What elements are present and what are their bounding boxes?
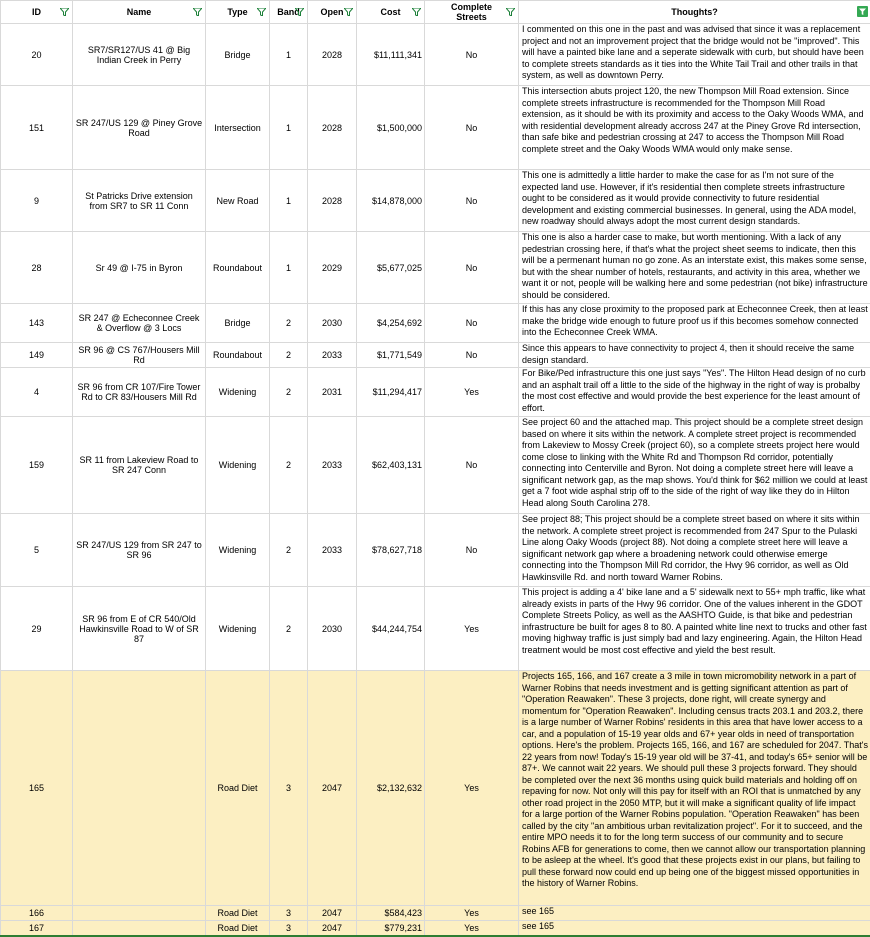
cell-id[interactable]: 159 [1, 417, 73, 514]
cell-name[interactable]: SR 247 @ Echeconnee Creek & Overflow @ 3 Locs [73, 304, 206, 343]
cell-type[interactable]: Roundabout [206, 343, 270, 368]
filter-icon[interactable] [257, 8, 266, 16]
cell-cost[interactable]: $78,627,718 [357, 514, 425, 587]
cell-cost[interactable]: $62,403,131 [357, 417, 425, 514]
cell-open[interactable]: 2029 [308, 232, 357, 304]
cell-thoughts[interactable]: See project 60 and the attached map. This project should be a complete street design based on where it sits within the network. A complete street project is recommended from Lakeview to Mossy Creek (project 60), so a complete streets project here would come close to linking with the White Rd and Thompson Rd corridor, potentially connecting into Centerville and Byron. Not doing a complete street here will leave a significant network gap, as the map shows. You'd think for $62 million we could at least get a 7 foot wide asphal strip off to the side of the right of way like they do in Hilton Head along South Carolina 278. [519, 417, 870, 514]
cell-complete-streets[interactable]: No [425, 232, 519, 304]
cell-band[interactable]: 3 [270, 671, 308, 906]
cell-cost[interactable]: $1,771,549 [357, 343, 425, 368]
cell-complete-streets[interactable]: No [425, 170, 519, 232]
cell-type[interactable]: Bridge [206, 304, 270, 343]
cell-type[interactable]: Road Diet [206, 921, 270, 936]
cell-complete-streets[interactable]: Yes [425, 906, 519, 921]
cell-open[interactable]: 2028 [308, 170, 357, 232]
col-header-cost-label: Cost [381, 7, 401, 17]
cell-band[interactable]: 1 [270, 170, 308, 232]
cell-band[interactable]: 1 [270, 24, 308, 86]
cell-band[interactable]: 3 [270, 921, 308, 936]
cell-cost[interactable]: $1,500,000 [357, 86, 425, 170]
cell-cost[interactable]: $11,294,417 [357, 368, 425, 417]
cell-band[interactable]: 2 [270, 343, 308, 368]
col-header-thoughts[interactable] [519, 1, 870, 24]
cell-band[interactable]: 1 [270, 86, 308, 170]
cell-type[interactable]: New Road [206, 170, 270, 232]
cell-name[interactable]: SR 247/US 129 from SR 247 to SR 96 [73, 514, 206, 587]
table-row[interactable] [1, 906, 870, 921]
table-row[interactable] [1, 921, 870, 936]
cell-open[interactable]: 2031 [308, 368, 357, 417]
col-header-id[interactable] [1, 1, 73, 24]
filter-icon[interactable] [295, 8, 304, 16]
cell-type[interactable]: Widening [206, 417, 270, 514]
cell-cost[interactable]: $4,254,692 [357, 304, 425, 343]
cell-open[interactable]: 2033 [308, 343, 357, 368]
col-header-open-label: Open [320, 7, 343, 17]
col-header-type[interactable] [206, 1, 270, 24]
cell-thoughts[interactable]: This project is adding a 4' bike lane and a 5' sidewalk next to 55+ mph traffic, like what already exists in parts of the Hwy 96 corridor. One of the values inherent in the GDOT Complete Streets Policy, as well as the AASHTO Guide, is that bike and pedestrian infrastructure be built for ages 8 to 80. A painted white line next to trucks and other fast moving highway traffic is just simply bad and lazy engineering. Again, the Hilton Head treatment would be most cost effective and yield the best result. [519, 587, 870, 671]
table-row[interactable] [1, 671, 870, 906]
cell-id[interactable]: 166 [1, 906, 73, 921]
cell-type[interactable]: Widening [206, 514, 270, 587]
cell-thoughts[interactable]: see 165 [519, 906, 870, 921]
cell-id[interactable]: 4 [1, 368, 73, 417]
cell-thoughts[interactable]: This one is also a harder case to make, but worth mentioning. With a lack of any pedestrian crossing here, if that's what the project sheet seems to indicate, then this will be a permenant human no go zone. As an interstate exist, this makes some sense, but with the shear number of hotels, restaurants, and activity in this area, whether we want it or not, people will be walking here and some pedestrian (not bike) infrastructure should be considered. [519, 232, 870, 304]
cell-type[interactable]: Widening [206, 368, 270, 417]
cell-id[interactable]: 29 [1, 587, 73, 671]
col-header-complete-label: Complete Streets [444, 2, 500, 22]
cell-thoughts[interactable]: This intersection abuts project 120, the new Thompson Mill Road extension. Since complete streets infrastructure is recommended for the Thompson Mill Road extension, as it should be with its proximity and access to the Oaky Woods WMA, and with residential development already accross 247 at the Piney Grove Rd intersection, than safe bike and pedestrian crossing at 247 to access the Thompson Mill Road complete street and the Oaky Woods WMA would only make sense. [519, 86, 870, 170]
cell-complete-streets[interactable]: Yes [425, 587, 519, 671]
cell-thoughts[interactable]: I commented on this one in the past and was advised that since it was a replacement project and not an improvement project that the bridge would not be "improved". This will have a painted bike lane and a seperate sidewalk with curb, but should have been to complete streets standards as it ties into the White Tail Trail and other trails in that system, as well as downtown Perry. [519, 24, 870, 86]
table-row[interactable] [1, 587, 870, 671]
cell-complete-streets[interactable]: No [425, 343, 519, 368]
table-row[interactable] [1, 368, 870, 417]
cell-open[interactable]: 2028 [308, 24, 357, 86]
cell-band[interactable]: 2 [270, 587, 308, 671]
cell-cost[interactable]: $584,423 [357, 906, 425, 921]
cell-cost[interactable]: $5,677,025 [357, 232, 425, 304]
filter-icon[interactable] [412, 8, 421, 16]
col-header-band-label: Band [277, 7, 300, 17]
cell-band[interactable]: 2 [270, 417, 308, 514]
cell-type[interactable]: Road Diet [206, 671, 270, 906]
cell-name[interactable]: SR 96 @ CS 767/Housers Mill Rd [73, 343, 206, 368]
cell-thoughts[interactable]: For Bike/Ped infrastructure this one just says "Yes". The Hilton Head design of no curb and an asphalt trail off a little to the side of the highway in the right of way is probalby the most cost effective and would provide the best experience for the least amount of effort. [519, 368, 870, 417]
col-header-thoughts-label: Thoughts? [671, 7, 718, 17]
cell-thoughts[interactable]: see 165 [519, 921, 870, 936]
cell-cost[interactable]: $44,244,754 [357, 587, 425, 671]
table-row[interactable] [1, 514, 870, 587]
cell-complete-streets[interactable]: No [425, 304, 519, 343]
cell-thoughts[interactable]: Since this appears to have connectivity to project 4, then it should receive the same design standard. [519, 343, 870, 368]
cell-name[interactable] [73, 921, 206, 936]
cell-id[interactable]: 20 [1, 24, 73, 86]
col-header-open[interactable] [308, 1, 357, 24]
col-header-name[interactable] [73, 1, 206, 24]
cell-cost[interactable]: $14,878,000 [357, 170, 425, 232]
cell-open[interactable]: 2030 [308, 587, 357, 671]
cell-band[interactable]: 3 [270, 906, 308, 921]
filter-active-icon[interactable] [857, 6, 868, 17]
cell-id[interactable]: 28 [1, 232, 73, 304]
header-row [1, 1, 870, 24]
cell-id[interactable]: 9 [1, 170, 73, 232]
cell-name[interactable]: SR7/SR127/US 41 @ Big Indian Creek in Perry [73, 24, 206, 86]
cell-name[interactable] [73, 671, 206, 906]
col-header-band[interactable] [270, 1, 308, 24]
col-header-cost[interactable] [357, 1, 425, 24]
col-header-type-label: Type [227, 7, 247, 17]
cell-open[interactable]: 2047 [308, 921, 357, 936]
cell-id[interactable]: 151 [1, 86, 73, 170]
cell-band[interactable]: 2 [270, 368, 308, 417]
cell-complete-streets[interactable]: No [425, 86, 519, 170]
cell-complete-streets[interactable]: Yes [425, 921, 519, 936]
cell-name[interactable]: St Patricks Drive extension from SR7 to SR 11 Conn [73, 170, 206, 232]
cell-id[interactable]: 165 [1, 671, 73, 906]
cell-open[interactable]: 2033 [308, 514, 357, 587]
cell-band[interactable]: 2 [270, 514, 308, 587]
cell-name[interactable] [73, 906, 206, 921]
cell-name[interactable]: SR 96 from CR 107/Fire Tower Rd to CR 83/Housers Mill Rd [73, 368, 206, 417]
cell-thoughts[interactable]: See project 88; This project should be a complete street based on where it sits within the network. A complete street project is recommended from 247 Spur to the Pulaski Line along Oaky Woods (project 88). Not doing a complete street here will leave a significant network gap where a broadening network could otherwise emerge connecting into the Thompson Mill Rd corridor, the Hwy 96 corridor, as well as Old Hawkinsville Rd. and north toward Warner Robins. [519, 514, 870, 587]
table-row[interactable] [1, 343, 870, 368]
cell-thoughts[interactable]: This one is admittedly a little harder to make the case for as I'm not sure of the expected land use. However, if it's residential then complete streets infrastructure ought to be considered as it would provide connectivity to future residential development and existing commercial businesses. In general, using the ADA model, new roadway should always adopt the most current design standards. [519, 170, 870, 232]
cell-type[interactable]: Widening [206, 587, 270, 671]
filter-icon[interactable] [60, 8, 69, 16]
col-header-id-label: ID [32, 7, 41, 17]
cell-type[interactable]: Intersection [206, 86, 270, 170]
cell-id[interactable]: 5 [1, 514, 73, 587]
cell-complete-streets[interactable]: No [425, 24, 519, 86]
table-row[interactable] [1, 232, 870, 304]
table-row[interactable] [1, 170, 870, 232]
cell-type[interactable]: Roundabout [206, 232, 270, 304]
filter-icon[interactable] [193, 8, 202, 16]
cell-complete-streets[interactable]: Yes [425, 368, 519, 417]
cell-cost[interactable]: $779,231 [357, 921, 425, 936]
cell-complete-streets[interactable]: Yes [425, 671, 519, 906]
cell-open[interactable]: 2047 [308, 906, 357, 921]
table-row[interactable] [1, 86, 870, 170]
table-row[interactable] [1, 304, 870, 343]
col-header-name-label: Name [127, 7, 152, 17]
col-header-complete-streets[interactable] [425, 1, 519, 24]
cell-id[interactable]: 149 [1, 343, 73, 368]
cell-name[interactable]: SR 96 from E of CR 540/Old Hawkinsville Road to W of SR 87 [73, 587, 206, 671]
cell-complete-streets[interactable]: No [425, 417, 519, 514]
cell-name[interactable]: Sr 49 @ I-75 in Byron [73, 232, 206, 304]
cell-type[interactable]: Road Diet [206, 906, 270, 921]
cell-complete-streets[interactable]: No [425, 514, 519, 587]
table-row[interactable] [1, 417, 870, 514]
cell-id[interactable]: 167 [1, 921, 73, 936]
cell-cost[interactable]: $2,132,632 [357, 671, 425, 906]
cell-open[interactable]: 2047 [308, 671, 357, 906]
cell-thoughts[interactable]: Projects 165, 166, and 167 create a 3 mile in town micromobility network in a part of Warner Robins that needs investment and is getting significant attention as part of "Operation Reawaken". These 3 projects, done right, will create synergy and momentum for "Operation Reawaken". Including census tracts 203.1 and 203.2, there is a large number of Warner Robins' residents in this area that have lower access to a car, and a population of 15-19 year olds and 67+ year olds in need of transportation options. Here's the problem. Projects 165, 166, and 167 are scheduled for 2047. That's 22 years from now! Today's 15-19 year old will be 37-41, and today's 65+ senior will be 87+. We cannot wait 22 years. We should pull these 3 projects forward. They should be completed over the next 36 months using quick build materials and holding off on repaving for now. Not only will this pay for itself with an ROI that is unmatched by any other road project in the 2050 MTP, but it will make a significant quality of life impact for a large portion of the Warner Robins population. "Operation Reawaken" has been called by the city "an ambitious urban revitalization project". For it to succeed, and the entire MPO needs it to for the long term success of our community and to secure Robins AFB for generations to come, then we cannot allow our transportation planning to be asleep at the wheel. It's good that these projects exist in our plans, but failing to pull these forward now could end up being one of the biggest missed opportunities in the history of Warner Robins. [519, 671, 870, 906]
cell-id[interactable]: 143 [1, 304, 73, 343]
cell-open[interactable]: 2033 [308, 417, 357, 514]
cell-band[interactable]: 1 [270, 232, 308, 304]
cell-name[interactable]: SR 247/US 129 @ Piney Grove Road [73, 86, 206, 170]
cell-type[interactable]: Bridge [206, 24, 270, 86]
cell-open[interactable]: 2028 [308, 86, 357, 170]
filter-icon[interactable] [344, 8, 353, 16]
cell-band[interactable]: 2 [270, 304, 308, 343]
cell-name[interactable]: SR 11 from Lakeview Road to SR 247 Conn [73, 417, 206, 514]
cell-open[interactable]: 2030 [308, 304, 357, 343]
cell-thoughts[interactable]: If this has any close proximity to the proposed park at Echeconnee Creek, then at least make the bridge wide enough to future proof us if this becomes somehow connected into the Echeconnee Creek WMA. [519, 304, 870, 343]
table-row[interactable] [1, 24, 870, 86]
filter-icon[interactable] [506, 8, 515, 16]
cell-cost[interactable]: $11,111,341 [357, 24, 425, 86]
